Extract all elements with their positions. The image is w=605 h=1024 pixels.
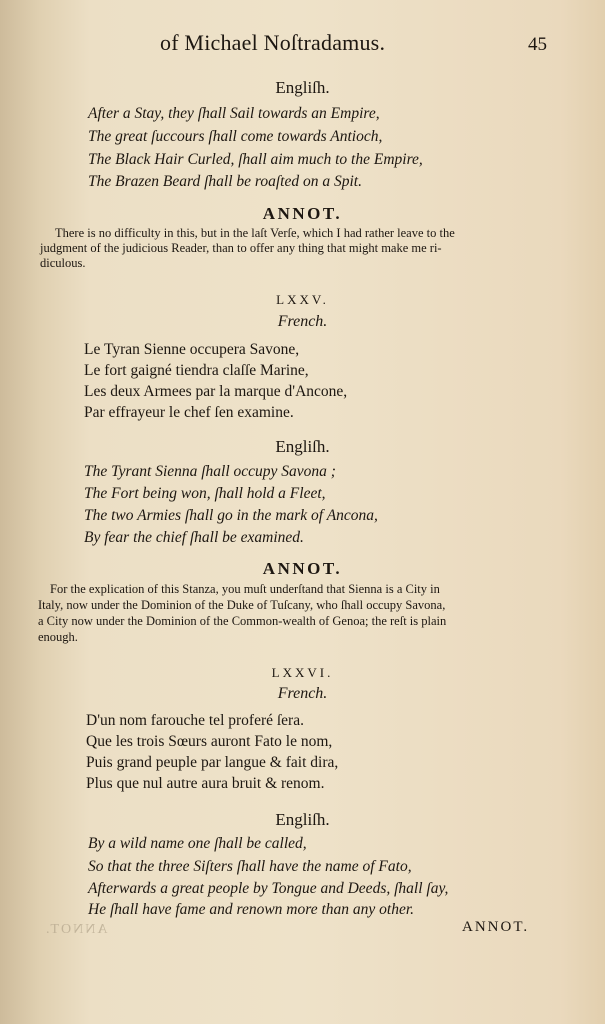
verse-line: Plus que nul autre aura bruit & renom. [86,775,325,792]
bleed-through-text: ANNOT. [44,922,108,937]
annotation-line: judgment of the judicious Reader, than to offer any thing that might make me ri- [40,241,442,255]
annotation-line: enough. [38,630,78,644]
running-head [0,30,605,60]
verse-line: Puis grand peuple par langue & fait dira, [86,754,339,771]
verse-line: The Fort being won, ſhall hold a Fleet, [84,485,326,502]
annotation-heading: ANNOT. [262,559,343,578]
page-number: 45 [528,34,547,55]
verse-line: By a wild name one ſhall be called, [88,835,307,852]
section-heading-english: Engliſh. [275,437,330,456]
annotation-line: For the explication of this Stanza, you muſt underſtand that Sienna is a City in [50,582,440,596]
verse-line: D'un nom farouche tel proferé ſera. [86,712,304,729]
stanza-number: LXXVI. [271,665,334,680]
verse-line: Afterwards a great people by Tongue and Deeds, ſhall ſay, [88,880,449,897]
annotation-line: There is no difficulty in this, but in the laſt Verſe, which I had rather leave to the [55,226,455,240]
verse-line: Que les trois Sœurs auront Fato le nom, [86,733,333,750]
annotation-heading: ANNOT. [262,204,343,223]
verse-line: The Black Hair Curled, ſhall aim much to the Empire, [88,151,423,168]
verse-line: Les deux Armees par la marque d'Ancone, [84,383,348,400]
verse-line: Le fort gaigné tiendra claſſe Marine, [84,362,309,379]
verse-line: The Tyrant Sienna ſhall occupy Savona ; [84,463,336,480]
section-heading-english: Engliſh. [275,810,330,829]
annotation-line: Italy, now under the Dominion of the Duke of Tuſcany, who ſhall occupy Savona, [38,598,446,612]
verse-line: After a Stay, they ſhall Sail towards an Empire, [88,105,380,122]
verse-line: The Brazen Beard ſhall be roaſted on a Spit. [88,173,362,190]
verse-line: By fear the chief ſhall be examined. [84,529,304,546]
verse-line: Le Tyran Sienne occupera Savone, [84,341,300,358]
running-title: of Michael Noſtradamus. [160,30,386,55]
verse-line: Par effrayeur le chef ſen examine. [84,404,294,421]
verse-line: The great ſuccours ſhall come towards Antioch, [88,128,383,145]
section-heading-english: Engliſh. [275,78,330,97]
section-heading-french: French. [277,313,328,330]
section-heading-french: French. [277,685,328,702]
stanza-number: LXXV. [276,292,329,307]
annotation-line: a City now under the Dominion of the Common-wealth of Genoa; the reſt is plain [38,614,447,628]
annotation-line: diculous. [40,256,86,270]
verse-line: So that the three Siſters ſhall have the name of Fato, [88,858,412,875]
verse-line: The two Armies ſhall go in the mark of Ancona, [84,507,378,524]
verse-line: He ſhall have fame and renown more than any other. [88,901,415,918]
catchword: ANNOT. [462,919,530,935]
